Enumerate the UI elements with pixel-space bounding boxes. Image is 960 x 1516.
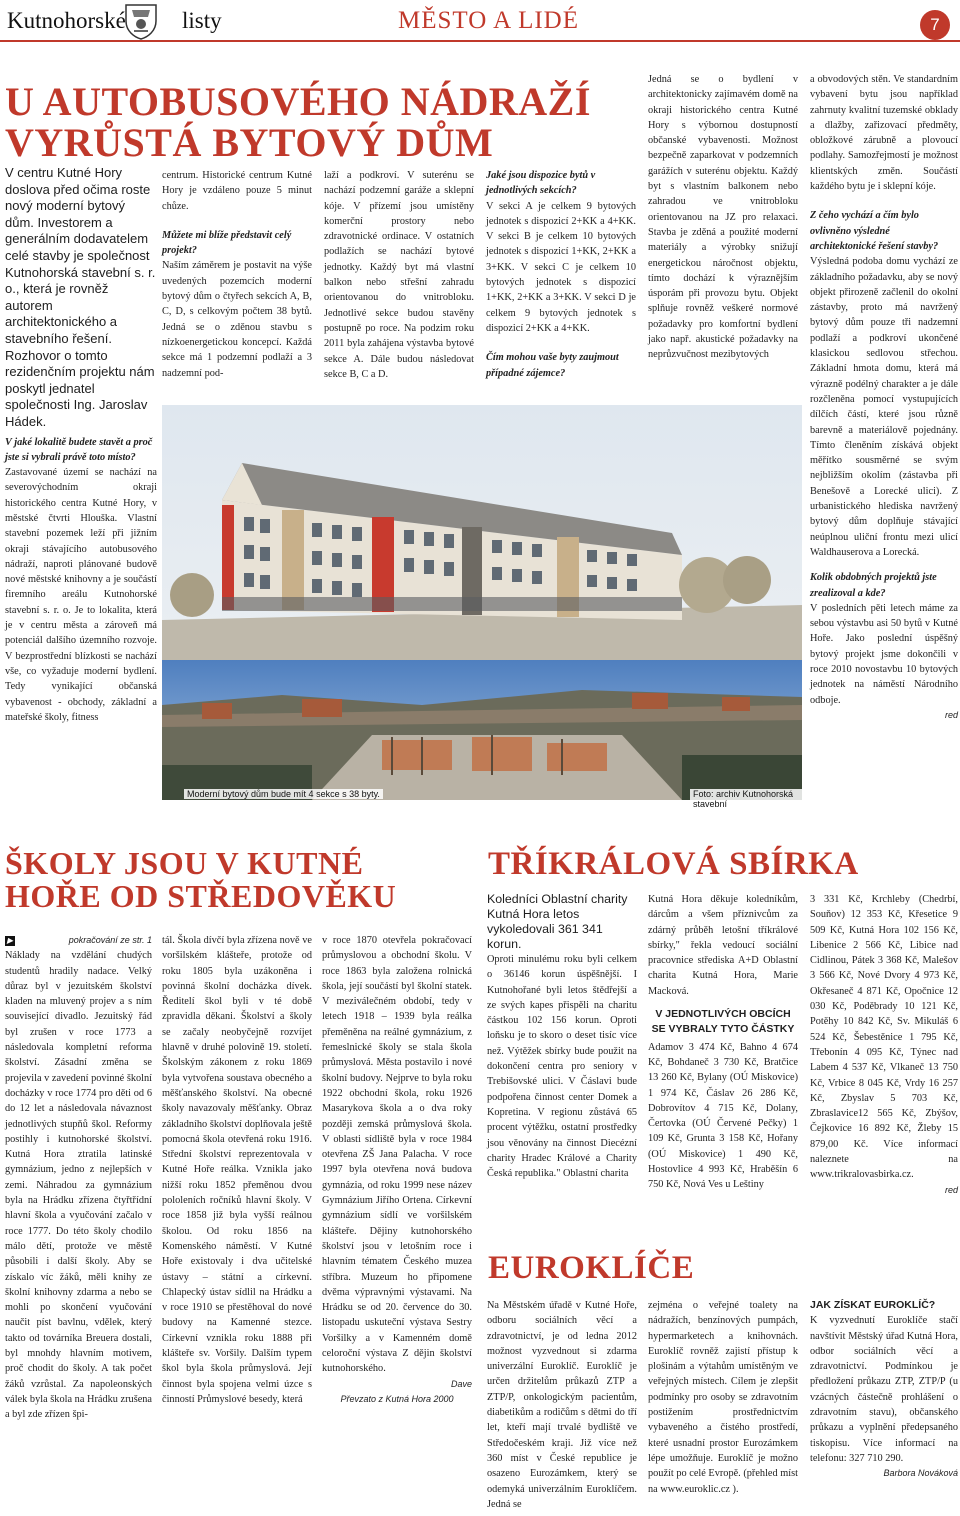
- question-6: Kolik obdobných projektů jste zrealizoval a kde?: [810, 572, 937, 599]
- continued-arrow-icon: ▶: [6, 936, 14, 945]
- col3-text: v roce 1870 otevřela pokračovací průmyslovou a obchodní školu. V roce 1863 byla založena rolnická škola, její součástí byl školní statek. V meziválečném období, tedy v letech 1918 – 1939 byla reálka přeměněna na reálné gymnázium, z řemeslnické školy se stala škola průmyslová. Města postavilo i nové školní budovy. Nejprve to byla roku 1922 obchodní škola, roku 1926 Masarykova škola a o dva roky později zemská průmyslová škola. V oblasti sídliště byla v roce 1984 otevřena ZŠ Jana Palacha. V roce 1997 byla otevřena nová budova gymnázia, od roku 1999 nese název Gymnázium Jiřího Ortena. Církevní gymnázium sídlí ve voršilském klášteře. Dějiny kutnohorského školství jsou v letošním roce i hlavním tématem Českého muzea stříbra. Muzeum ho připomene dvěma výpravnými výstavami. Na Hrádku se od 20. července do 30. listopadu uskuteční výstava Sestry Voršilky a v Kamenném domě celoroční výstava Z dějin školství kutnohorského.: [322, 935, 472, 1375]
- article1-col3: [324, 168, 474, 382]
- col1-text: Oproti minulému roku byli celkem o 36146 korun úspěšnější. I Kutnohořané byli letos štědřejší a ze svých kapes přispěli na charitu částkou 102 156 korun. Oproti loňsku je to skoro o deset tisíc více než. Výtěžek sbírky bude použit na dokončení centra pro seniory v Trebišovské ulici. V Čáslavi bude podpořena činnost center Domek a Kopretina. V regionu zůstává 65 procent výtěžku, ostatní prostředky jsou věnovány na činnost Diecézní charity Hradec Králové a Charity Česká republika." Oblastní charita: [487, 954, 637, 1180]
- question-5: Z čeho vychází a čím bylo ovlivněno výsledné architektonické řešení stavby?: [810, 210, 939, 252]
- headline-line-1: U AUTOBUSOVÉHO NÁDRAŽÍ: [5, 79, 591, 124]
- article4-col1: [487, 1298, 637, 1512]
- continued-note: pokračování ze str. 1: [68, 935, 152, 945]
- answer-3: V sekci A je celkem 9 bytových jednotek s dispozicí 2+KK a 4+KK. V sekci B je celkem 10 bytových jednotek s dispozicí 1+KK, 2+KK a 3+KK. V sekci C je celkem 10 bytových jednotek s dispozicí 1+KK, 2+KK a 3+KK. V sekci D je celkem 9 bytových jednotek s dispozicí 2+KK a 4+KK.: [486, 200, 636, 334]
- article2-signature-name: Dave: [450, 1378, 472, 1389]
- headline-line-1: ŠKOLY JSOU V KUTNÉ: [5, 845, 364, 881]
- question-1: V jaké lokalitě budete stavět a proč jste si vybrali právě toto místo?: [5, 436, 153, 463]
- col2-text: zejména o veřejné toalety na nádražích, benzínových pumpách, hypermarketech a knihovnách. Euroklíč rovněž zajistí přístup k plošinám a výtahům umístěným ve veřejných místech. Cílem je zlepšit podmínky pro osoby se zdravotním postižením prostřednictvím vybaveného a čistého prostředí, které usnadní prostor Eurozámkem lépe umožňuje. Euroklíč je možno použít po celé Evropě. (přehled míst na www.euroklic.cz ).: [648, 1300, 798, 1495]
- col2-text: centrum. Historické centrum Kutné Hory je vzdáleno pouze 5 minut chůze.: [162, 170, 312, 212]
- article3-headline: TŘÍKRÁLOVÁ SBÍRKA: [488, 846, 859, 882]
- masthead: [0, 0, 960, 40]
- article1-col2: [162, 168, 312, 381]
- article2-signature-source: Převzato z Kutná Hora 2000: [340, 1393, 454, 1404]
- col3-text: laží a podkroví. V suterénu se nachází podzemní garáže a sklepní kóje. V přízemí jsou umístěny komerční prostory nebo zdravotnické ordinace. V ostatních podlažích se nachází bytové jednotky. Každý byt má vlastní balkon nebo střešní zahradu orientovanou do vnitrobloku. Jednotlivé sekce budou stavěny postupně po roce. Na podzim roku 2011 byla zahájena výstavba bytové sekce A. Dále budou následovat sekce B, C a D.: [324, 170, 474, 380]
- article3-col1: [487, 892, 637, 1181]
- article1-lead: V centru Kutné Hory doslova před očima roste nový moderní bytový dům. Investorem a generálním dodavatelem celé stavby je společnost Kutnohorská stavební s. r. o., která je rovněž autorem architektonického a stavebního řešení. Rozhovor o tomto rezidenčním projektu nám poskytl jednatel společnosti Ing. Jaroslav Hádek.: [5, 165, 156, 429]
- page-number: 7: [920, 10, 950, 40]
- col2-text: tál. Škola dívčí byla zřízena nově ve voršilském klášteře, protože od roku 1805 byla uzákoněna i povinná školní docházka dívek. Ředitelí škol byli v té době zpravidla děkani. Školství a školy se začaly neobyčejně rozvíjet hlavně v druhé polovině 19. století. Školským zákonem z roku 1869 byla vytvořena soustava obecného a měšťanského školství. Na obecné školy navazovaly měšťanky. Obraz základního školství doplňovala ještě pomocná škola otevřená roku 1916. Střední školství reprezentovala v Kutné Hoře reálka. Vznikla jako nižší roku 1852 přeměnou dvou pololeních ročníků hlavní školy. V roce 1858 již byla vyšší reálnou školou. Od roku 1856 na Komenského náměstí. V Kutné Hoře existovaly i dva učitelské ústavy – státní a církevní. Chlapecký ústav sídlil na Hrádku a v roce 1910 se přestěhoval do nové budovy na Kamenné stezce. Církevní vznikla roku 1888 při klášteře sv. Voršily. Dalším typem škol byla škola průmyslová. Její činnost byla spojena velmi úzce s činností Průmyslové besedy, která: [162, 935, 312, 1405]
- question-4: Čím mohou vaše byty zaujmout případné zájemce?: [486, 352, 619, 379]
- brand-right: listy: [182, 8, 222, 33]
- headline-line-2: VYRŮSTÁ BYTOVÝ DŮM: [5, 119, 494, 165]
- building-photo: [162, 405, 802, 809]
- question-3: Jaké jsou dispozice bytů v jednotlivých sekcích?: [486, 170, 596, 197]
- town-crest-icon: [122, 1, 160, 40]
- article1-col6: [810, 72, 958, 723]
- article1-col4: [486, 168, 636, 381]
- how-to-heading: JAK ZÍSKAT EUROKLÍČ?: [810, 1299, 936, 1311]
- headline-line-2: HOŘE OD STŘEDOVĚKU: [5, 877, 397, 914]
- article1-col5: [648, 72, 798, 363]
- article3-lead: Koledníci Oblastní charity Kutná Hora letos vykoledovali 361 341 korun.: [487, 892, 628, 951]
- article4-headline: EUROKLÍČE: [488, 1250, 695, 1286]
- answer-5: Výsledná podoba domu vychází ze základního požadavku, aby se nový objekt přirozeně začlenil do okolní zástavby, proto má navržený bytový dům pouze tři nadzemní podlaží a podkroví ukončené klasickou sedlovou střechou. Základní hmota domu, která má výrazně podélný charakter a je dále rozčleněna pomocí vystupujících dílčích částí, které jsou různě barevně a materiálově pojednány. Tímto členěním získává objekt měřítko sousměrné se svým nejbližším okolím (zástavba při Benešově a Lorecké ulici). Z urbanistického hlediska navržený bytový dům doplňuje stávající neúplnou uliční frontu mezi ulicí Waldhauserova a Lorecká.: [810, 256, 958, 558]
- col2-amounts: Adamov 3 474 Kč, Bahno 4 674 Kč, Bohdaneč 3 730 Kč, Bratčice 13 260 Kč, Bylany (OÚ Miskovice) 1 974 Kč, Čáslav 26 286 Kč, Dobrovítov 4 715 Kč, Dolany, Čertovka (OÚ Červené Pečky) 1 109 Kč, Grunta 3 158 Kč, Hořany (OÚ Miskovice) 1 490 Kč, Hostovlice 4 993 Kč, Hraběšín 6 750 Kč, Nová Ves u Leštiny: [648, 1041, 798, 1191]
- brand-left: Kutnohorské: [7, 8, 126, 33]
- article2-headline: [5, 847, 475, 912]
- section-title: MĚSTO A LIDÉ: [398, 7, 579, 34]
- col2-text: Kutná Hora děkuje koledníkům, dárcům a všem příznivcům za zdárný průběh letošní tříkrálové sbírky," řekla vedoucí sociální pracovnice střediska A+D Oblastní charita Kutná Hora, Marie Macková.: [648, 894, 798, 997]
- col3-text: K vyzvednutí Euroklíče stačí navštívit Městský úřad Kutná Hora, odbor sociálních věcí a zdravotnictví. Podmínkou je předložení průkazu ZTP, ZTP/P (u vzácných částečně prohlášení o zdravotním stavu), občanského průkazu a vyplnění předepsaného tiskopisu. Více informací na telefonu: 327 710 290.: [810, 1315, 958, 1464]
- answer-6: V posledních pěti letech máme za sebou výstavbu asi 50 bytů v Kutné Hoře. Jako poslední úspěšný bytový projekt jsme dokončili v roce 2010 novostavbu 10 bytových jednotek na náměstí Národního odboje.: [810, 602, 958, 706]
- answer-2: Naším záměrem je postavit na výše uvedených pozemcích moderní bytový dům o čtyřech sekcích A, B, C, D, s celkovým počtem 38 bytů. Jedná se o zděnou stavbu s nízkoenergetickou koncepcí. Každá sekce má 1 podzemní podlaží a 3 nadzemní pod-: [162, 260, 312, 379]
- article2-col2: [162, 933, 312, 1407]
- answer-1: Zastavované území se nachází na severovýchodním okraji historického centra Kutné Hory, v městské čtvrti Hlouška. Vlastní stavební pozemek leží při jižním okraji stávajícího autobusového nádraží, naproti plánované budově nové městské knihovny a je součástí firemního areálu Kutnohorské stavební s. r. o. Je to lokalita, která je v centru města a zároveň má potenciál dalšího územního rozvoje. V bezprostřední blízkosti se nachází vše, co vyžaduje moderní bydlení. Tedy vynikající občanská vybavenost - obchody, základní a mateřské školy, fitness: [5, 467, 157, 723]
- article3-signature: red: [944, 1184, 958, 1195]
- article4-col2: [648, 1298, 798, 1497]
- building-rendering-image: [162, 405, 802, 800]
- municipalities-heading: V JEDNOTLIVÝCH OBCÍCH SE VYBRALY TYTO ČÁSTKY: [651, 1008, 795, 1036]
- article3-col2: [648, 892, 798, 1193]
- article2-col1: [5, 933, 152, 1423]
- col1-text: Na Městském úřadě v Kutné Hoře, odboru sociálních věcí a zdravotnictví, je od ledna 2012 možnost vyzvednout si zdarma univerzální Euroklíč. Euroklíč je určen držitelům průkazů ZTP a ZTP/P, onkologickým pacientům, diabetikům a rodičům s dětmi do tří let, kteří mají trvalé bydliště ve Středočeském kraji. Již více než 360 míst v České republice je osazeno Eurozámkem, který se odemyká univerzálním Euroklíčem. Jedná se: [487, 1300, 637, 1510]
- col3-amounts: 3 331 Kč, Krchleby (Chedrbí, Souňov) 12 353 Kč, Křesetice 9 509 Kč, Kutná Hora 102 156 Kč, Libenice 2 566 Kč, Libice nad Cidlinou, Pátek 3 368 Kč, Malešov 3 566 Kč, Nové Dvory 4 973 Kč, Okřesaneč 4 871 Kč, Opočnice 12 030 Kč, Poděbrady 10 121 Kč, Potěhy 10 842 Kč, Sv. Mikuláš 6 524 Kč, Šebestěnice 1 795 Kč, Třebonín 4 095 Kč, Týnec nad Labem 4 537 Kč, Vlkaneč 13 750 Kč, Vrbice 8 045 Kč, Vrdy 16 257 Kč, Zbyslav 5 703 Kč, Zbraslavice12 565 Kč, Zbýšov, Čejkovice 16 892 Kč, Žleby 15 879,00 Kč. Více informací naleznete na www.trikralovasbirka.cz.: [810, 894, 958, 1181]
- article1-col1: [5, 165, 157, 725]
- masthead-rule: [0, 40, 960, 42]
- article1-signature: red: [944, 709, 958, 720]
- photo-credit: Foto: archiv Kutnohorská stavební: [690, 789, 802, 809]
- col5-text: Jedná se o bydlení v architektonicky zajímavém domě na okraji historického centra Kutné Hory s výbornou dostupností občanské vybavenosti. Možnost bezpečně zaparkovat v podzemních garážích v suterénu objektu. Každý byt s vlastním balkonem nebo zahradou ve vnitrobloku orientovanou na JZ pro relaxaci. Stavba je zděná a použité moderní materiály a výrobky snižují energetickou náročnost objektu, tímto dochází k výraznějším úsporám při provozu bytu. Objekt splňuje rovněž veškeré normové požadavky pro komfortní bydlení jako např. akustické požadavky na neprůzvučnost mezibytových: [648, 74, 798, 361]
- article4-col3: [810, 1298, 958, 1482]
- article1-headline: [5, 79, 605, 165]
- photo-caption: Moderní bytový dům bude mít 4 sekce s 38 byty.: [184, 789, 383, 799]
- col6-text: a obvodových stěn. Ve standardním vybavení bytu jsou například zahrnuty kvalitní tuzemské obklady a dlažby, zařizovací předměty, obložkové zárubně a plovoucí podlahy. Samozřejmostí je možnost klientských změn. Součástí každého bytu je i sklepní kóje.: [810, 74, 958, 193]
- article4-signature: Barbora Nováková: [883, 1468, 958, 1479]
- article2-col3: [322, 933, 472, 1407]
- col1-text: Náklady na vzdělání chudých studentů hradily nadace. Velký důraz byl v jezuitském školství kladen na mluvený projev a s ním související divadlo. Jezuitský řád byl zrušen v roce 1773 a následovala kompletní reforma školství. Zásadní změna se projevila v zavedení povinné školní docházky v roce 1774 pro děti od 6 do 12 let a následovala návaznost jednotlivých stupňů škol. Reformy postihly i kutnohorské školství. Kutná Hora ztratila latinské gymnázium, jedno z nejlepších v zemi. Náhradou za gymnázium byla na Hrádku zřízena čtyřtřídní hlavní škola a vyučování začalo v roce 1777. Do této školy chodilo málo dětí, protože ve městě působili i další školy. Aby se získalo víc žáků, měli knihy ze školní knihovny zdarma a nebo se mohli po skončení vyučování naučit píst bavlnu, vdělek, který takto od továrníka Breuera dostali, byl mnohdy hlavním motivem, proč chodit do školy. A tak počet žáků vzrůstal. Za napoleonských válek byla škola na Hrádku zrušena a byl zde zřízen špi-: [5, 950, 152, 1421]
- article3-col3: [810, 892, 958, 1198]
- question-2: Můžete mi blíže představit celý projekt?: [162, 229, 292, 257]
